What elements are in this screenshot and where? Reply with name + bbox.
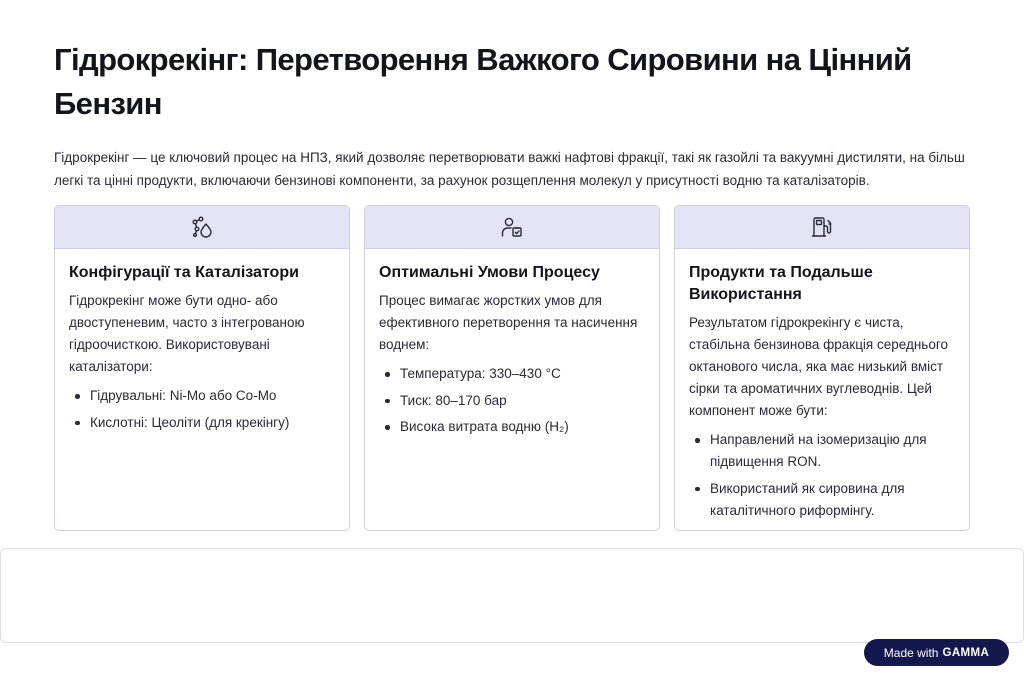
card-list [689, 429, 955, 522]
list-item: Використаний як сировина для каталітичного риформінгу. [689, 478, 955, 522]
empty-content-panel [0, 548, 1024, 643]
card-list [379, 363, 645, 438]
user-clipboard-icon [500, 215, 524, 239]
card-description: Гідрокрекінг може бути одно- або двоступеневим, часто з інтегрованою гідроочисткою. Використовувані каталізатори: [69, 293, 305, 374]
card-header [675, 206, 969, 249]
card-description: Процес вимагає жорстких умов для ефективного перетворення та насичення воднем: [379, 293, 638, 352]
intro-paragraph: Гідрокрекінг — це ключовий процес на НПЗ, який дозволяє перетворювати важкі нафтові фракції, такі як газойлі та вакуумні дистиляти, на більш легкі та цінні продукти, включаючи бензинові компоненти, за рахунок розщеплення молекул у присутності водню та каталізаторів. [54, 150, 965, 188]
card-title: Конфігурації та Каталізатори [69, 264, 299, 281]
card-configurations [54, 205, 350, 531]
page-title: Гідрокрекінг: Перетворення Важкого Сировини на Цінний Бензин [54, 42, 912, 121]
card-header [365, 206, 659, 249]
list-item: Направлений на ізомеризацію для підвищення RON. [689, 429, 955, 473]
made-with-gamma-badge[interactable] [864, 639, 1009, 666]
card-title: Продукти та Подальше Використання [689, 264, 873, 303]
list-item: Висока витрата водню (H₂) [379, 416, 645, 438]
list-item: Тиск: 80–170 бар [379, 390, 645, 412]
badge-prefix: Made with [883, 645, 939, 660]
list-item: Температура: 330–430 °C [379, 363, 645, 385]
gamma-logo: GAMMA [942, 646, 990, 659]
molecule-droplet-icon [190, 215, 214, 239]
card-header [55, 206, 349, 249]
card-products [674, 205, 970, 531]
card-list [69, 385, 335, 434]
card-process-conditions [364, 205, 660, 531]
card-title: Оптимальні Умови Процесу [379, 264, 600, 281]
card-description: Результатом гідрокрекінгу є чиста, стабільна бензинова фракція середнього октанового числа, яка має низький вміст сірки та ароматичних вуглеводнів. Цей компонент може бути: [689, 315, 948, 418]
fuel-pump-icon [810, 215, 834, 239]
list-item: Кислотні: Цеоліти (для крекінгу) [69, 412, 335, 434]
list-item: Гідрувальні: Ni-Mo або Co-Mo [69, 385, 335, 407]
